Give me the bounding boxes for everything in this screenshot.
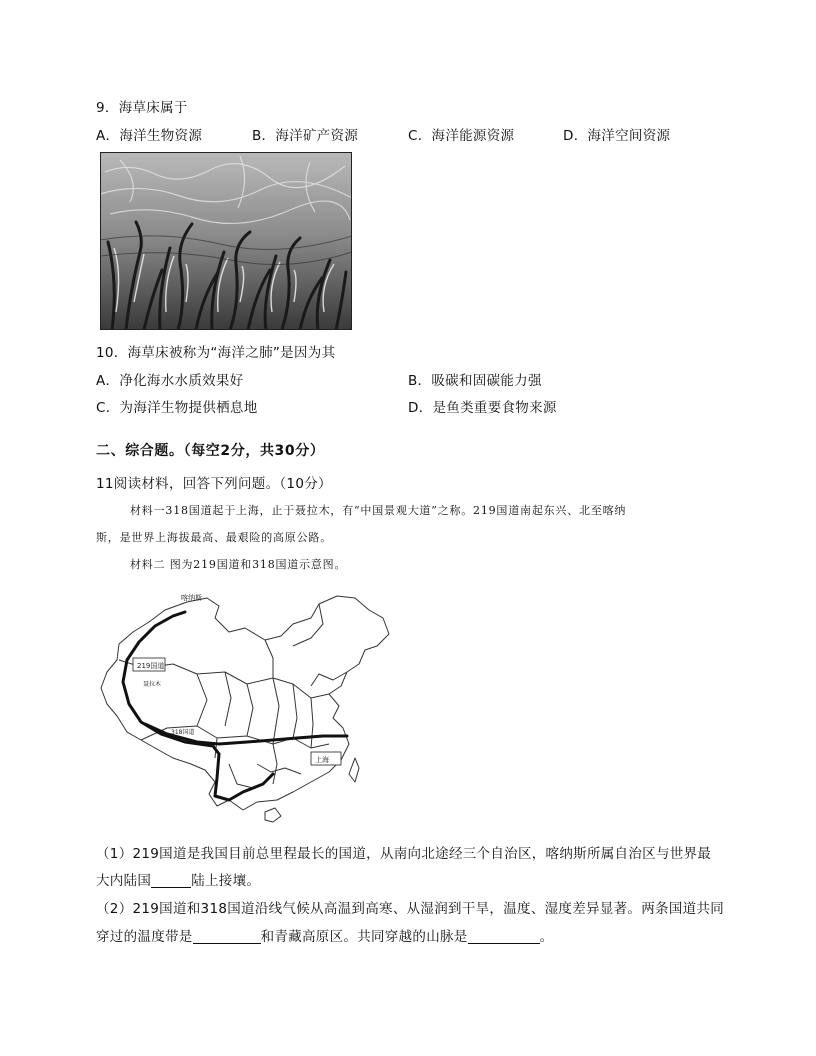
answer-blank-2[interactable] — [193, 929, 261, 944]
q9-option-d: D．海洋空间资源 — [563, 128, 671, 144]
answer-blank-3[interactable] — [468, 929, 540, 944]
q11-sub2-text-c: 。 — [539, 929, 554, 945]
q10-option-d: D．是鱼类重要食物来源 — [408, 400, 557, 416]
q11-sub2-text-a: 穿过的温度带是 — [96, 929, 193, 945]
map-label-region: 聂拉木 — [143, 681, 162, 688]
map-label-kanas: 喀纳斯 — [181, 594, 202, 602]
seagrass-photo — [100, 152, 352, 330]
q11-sub1-line2 — [96, 869, 260, 889]
answer-blank-1[interactable] — [151, 873, 191, 888]
q11-sub1-line1: （1）219国道是我国目前总里程最长的国道，从南向北途经三个自治区，喀纳斯所属自治区与世界最 — [96, 846, 712, 862]
material-two: 材料二 图为219国道和318国道示意图。 — [130, 558, 347, 571]
section-title: 二、综合题。（每空2分，共30分） — [96, 443, 325, 459]
material-one-line1: 材料一318国道起于上海，止于聂拉木，有“中国景观大道”之称。219国道南起东兴、北至喀纳 — [130, 504, 627, 517]
q11-sub2-text-b: 和青藏高原区。共同穿越的山脉是 — [260, 929, 468, 945]
q11-stem: 11阅读材料，回答下列问题。（10分） — [96, 476, 332, 492]
q9-stem: 9．海草床属于 — [96, 100, 188, 116]
q9-option-c: C．海洋能源资源 — [408, 128, 515, 144]
q9-option-a: A．海洋生物资源 — [96, 128, 203, 144]
china-highway-map — [97, 588, 395, 828]
map-label-shanghai: 上海 — [315, 756, 329, 764]
material-one-line2: 斯，是世界上海拔最高、最艰险的高原公路。 — [96, 531, 332, 544]
q10-option-a: A．净化海水水质效果好 — [96, 373, 244, 389]
map-label-219: 219国道 — [137, 662, 165, 670]
q11-sub1-text-a: 大内陆国 — [96, 873, 152, 889]
q10-stem: 10．海草床被称为“海洋之肺”是因为其 — [96, 345, 336, 361]
map-label-318: 318国道 — [171, 729, 195, 736]
q10-option-c: C．为海洋生物提供栖息地 — [96, 400, 258, 416]
q11-sub2-line2 — [96, 925, 553, 945]
q9-option-b: B．海洋矿产资源 — [252, 128, 359, 144]
q11-sub2-line1: （2）219国道和318国道沿线气候从高温到高寒、从湿润到干旱，温度、湿度差异显著。两条国道共同 — [96, 901, 725, 917]
q10-option-b: B．吸碳和固碳能力强 — [408, 373, 542, 389]
q11-sub1-text-b: 陆上接壤。 — [191, 873, 261, 889]
